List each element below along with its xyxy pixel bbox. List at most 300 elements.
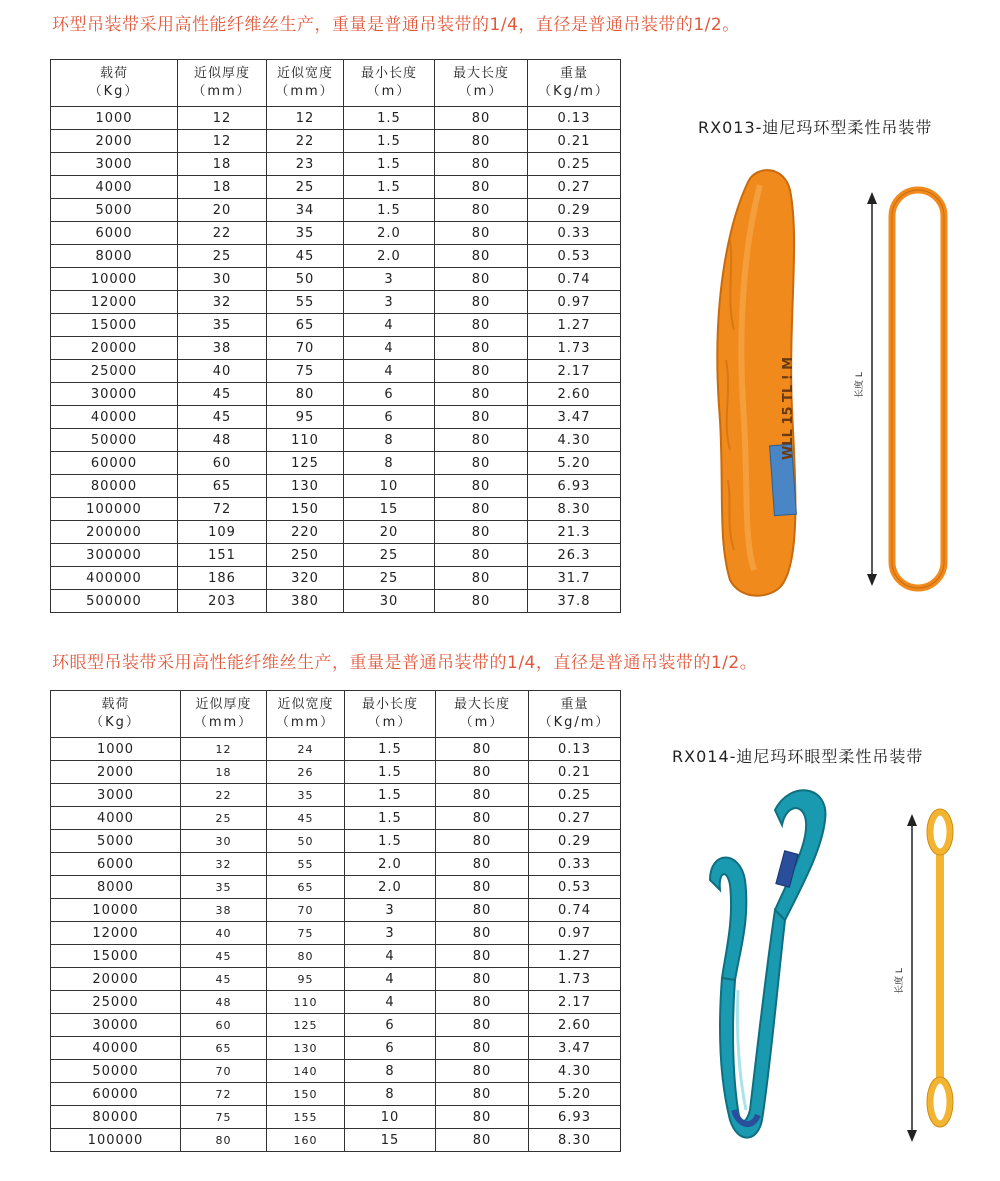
table-cell: 32 bbox=[178, 291, 267, 314]
table-row bbox=[51, 199, 621, 222]
table-cell: 8.30 bbox=[528, 498, 621, 521]
table-cell: 130 bbox=[267, 1037, 345, 1060]
table-cell: 75 bbox=[181, 1106, 267, 1129]
column-header-unit: （m） bbox=[458, 84, 504, 99]
table-cell: 0.27 bbox=[529, 807, 621, 830]
table-cell: 70 bbox=[267, 899, 345, 922]
table-cell: 8000 bbox=[51, 245, 178, 268]
column-header-unit: （Kg/m） bbox=[538, 715, 611, 730]
table-cell: 25000 bbox=[51, 991, 181, 1014]
table-row bbox=[51, 922, 621, 945]
table-header bbox=[51, 60, 621, 107]
table-row bbox=[51, 1037, 621, 1060]
table-cell: 24 bbox=[267, 738, 345, 761]
table-cell: 50 bbox=[267, 268, 344, 291]
table-cell: 18 bbox=[178, 176, 267, 199]
table-cell: 3 bbox=[345, 922, 436, 945]
table-cell: 18 bbox=[181, 761, 267, 784]
table-cell: 130 bbox=[267, 475, 344, 498]
table-cell: 22 bbox=[267, 130, 344, 153]
table-cell: 6 bbox=[344, 383, 435, 406]
table-cell: 10 bbox=[344, 475, 435, 498]
table-cell: 1.27 bbox=[529, 945, 621, 968]
table-cell: 80 bbox=[436, 991, 529, 1014]
column-header-unit: （Kg/m） bbox=[538, 84, 610, 99]
table-cell: 6 bbox=[345, 1014, 436, 1037]
table-cell: 0.21 bbox=[529, 761, 621, 784]
table-cell: 12 bbox=[267, 107, 344, 130]
table-row bbox=[51, 452, 621, 475]
table-cell: 4 bbox=[344, 337, 435, 360]
table-cell: 220 bbox=[267, 521, 344, 544]
eye-sling-illustration bbox=[690, 780, 980, 1150]
table-cell: 1.73 bbox=[528, 337, 621, 360]
table-row bbox=[51, 406, 621, 429]
table-cell: 80 bbox=[436, 922, 529, 945]
table-cell: 5000 bbox=[51, 830, 181, 853]
table-cell: 80 bbox=[267, 383, 344, 406]
table-cell: 80 bbox=[436, 807, 529, 830]
table-cell: 1.73 bbox=[529, 968, 621, 991]
table-row bbox=[51, 107, 621, 130]
table-cell: 20 bbox=[178, 199, 267, 222]
table-cell: 3 bbox=[344, 291, 435, 314]
table-cell: 3.47 bbox=[529, 1037, 621, 1060]
table-row bbox=[51, 383, 621, 406]
table-cell: 4 bbox=[344, 360, 435, 383]
table-cell: 12000 bbox=[51, 291, 178, 314]
table-cell: 31.7 bbox=[528, 567, 621, 590]
table-cell: 80 bbox=[436, 784, 529, 807]
table-row bbox=[51, 761, 621, 784]
table-cell: 200000 bbox=[51, 521, 178, 544]
table-cell: 60 bbox=[181, 1014, 267, 1037]
table-cell: 35 bbox=[267, 222, 344, 245]
table-cell: 2.0 bbox=[344, 222, 435, 245]
table-cell: 2.17 bbox=[528, 360, 621, 383]
table-row bbox=[51, 176, 621, 199]
table-cell: 80 bbox=[435, 452, 528, 475]
table-row bbox=[51, 968, 621, 991]
column-header-unit: （Kg） bbox=[88, 84, 140, 99]
table-cell: 70 bbox=[181, 1060, 267, 1083]
table-cell: 21.3 bbox=[528, 521, 621, 544]
table-cell: 4000 bbox=[51, 176, 178, 199]
table-row bbox=[51, 222, 621, 245]
table-cell: 60 bbox=[178, 452, 267, 475]
table-cell: 160 bbox=[267, 1129, 345, 1152]
table-cell: 80000 bbox=[51, 475, 178, 498]
table-cell: 0.97 bbox=[529, 922, 621, 945]
table-cell: 1.5 bbox=[345, 761, 436, 784]
table-cell: 4 bbox=[345, 945, 436, 968]
table-cell: 80 bbox=[436, 945, 529, 968]
table-cell: 80 bbox=[435, 475, 528, 498]
table-cell: 45 bbox=[178, 383, 267, 406]
table-cell: 155 bbox=[267, 1106, 345, 1129]
column-header bbox=[181, 691, 267, 738]
table-cell: 25 bbox=[344, 567, 435, 590]
table-cell: 0.25 bbox=[528, 153, 621, 176]
table-row bbox=[51, 830, 621, 853]
table-cell: 25 bbox=[181, 807, 267, 830]
column-header-name: 载荷 bbox=[99, 66, 128, 81]
table-cell: 30 bbox=[344, 590, 435, 613]
table-cell: 4 bbox=[345, 991, 436, 1014]
table-row bbox=[51, 544, 621, 567]
column-header-unit: （mm） bbox=[192, 84, 252, 99]
table-cell: 30000 bbox=[51, 1014, 181, 1037]
table-row bbox=[51, 567, 621, 590]
column-header-unit: （m） bbox=[366, 84, 412, 99]
table-cell: 100000 bbox=[51, 498, 178, 521]
column-header bbox=[51, 691, 181, 738]
table-cell: 150 bbox=[267, 498, 344, 521]
column-header bbox=[178, 60, 267, 107]
table-cell: 23 bbox=[267, 153, 344, 176]
table-header bbox=[51, 691, 621, 738]
table-cell: 80 bbox=[435, 567, 528, 590]
header-row bbox=[51, 60, 621, 107]
table-cell: 80 bbox=[436, 830, 529, 853]
table-cell: 2.60 bbox=[528, 383, 621, 406]
table-cell: 186 bbox=[178, 567, 267, 590]
table-cell: 1.27 bbox=[528, 314, 621, 337]
table-cell: 80 bbox=[436, 853, 529, 876]
table-cell: 150 bbox=[267, 1083, 345, 1106]
table-cell: 30 bbox=[181, 830, 267, 853]
table-cell: 22 bbox=[181, 784, 267, 807]
table-cell: 1.5 bbox=[344, 130, 435, 153]
table-cell: 80 bbox=[435, 360, 528, 383]
table-cell: 0.53 bbox=[528, 245, 621, 268]
table-cell: 0.33 bbox=[529, 853, 621, 876]
table-cell: 0.97 bbox=[528, 291, 621, 314]
table-cell: 60000 bbox=[51, 452, 178, 475]
table-cell: 80 bbox=[435, 153, 528, 176]
table-cell: 3 bbox=[344, 268, 435, 291]
table-cell: 55 bbox=[267, 291, 344, 314]
table-cell: 6.93 bbox=[528, 475, 621, 498]
table-cell: 15 bbox=[345, 1129, 436, 1152]
table-cell: 80 bbox=[435, 130, 528, 153]
table-cell: 300000 bbox=[51, 544, 178, 567]
length-label: 长度 L bbox=[855, 372, 865, 398]
table-cell: 15 bbox=[344, 498, 435, 521]
table-body bbox=[51, 107, 621, 613]
table-cell: 48 bbox=[178, 429, 267, 452]
table-cell: 125 bbox=[267, 1014, 345, 1037]
spec-table-rx013 bbox=[50, 59, 621, 613]
table-cell: 320 bbox=[267, 567, 344, 590]
table-cell: 4.30 bbox=[528, 429, 621, 452]
table-cell: 80 bbox=[181, 1129, 267, 1152]
table-cell: 250 bbox=[267, 544, 344, 567]
table-cell: 95 bbox=[267, 968, 345, 991]
table-row bbox=[51, 429, 621, 452]
table-cell: 80 bbox=[436, 968, 529, 991]
table-row bbox=[51, 153, 621, 176]
table-cell: 0.13 bbox=[528, 107, 621, 130]
column-header bbox=[435, 60, 528, 107]
orange-round-sling-image bbox=[717, 170, 796, 596]
table-cell: 80 bbox=[435, 406, 528, 429]
table-cell: 32 bbox=[181, 853, 267, 876]
product-label-rx014: RX014-迪尼玛环眼型柔性吊装带 bbox=[672, 747, 924, 766]
table-cell: 80 bbox=[435, 544, 528, 567]
table-cell: 5000 bbox=[51, 199, 178, 222]
teal-eye-sling-image bbox=[710, 790, 825, 1137]
column-header bbox=[344, 60, 435, 107]
column-header-unit: （mm） bbox=[275, 715, 336, 730]
table-cell: 100000 bbox=[51, 1129, 181, 1152]
table-cell: 70 bbox=[267, 337, 344, 360]
table-row bbox=[51, 945, 621, 968]
table-cell: 80 bbox=[436, 876, 529, 899]
column-header-unit: （mm） bbox=[193, 715, 254, 730]
table-row bbox=[51, 738, 621, 761]
table-cell: 20 bbox=[344, 521, 435, 544]
table-cell: 140 bbox=[267, 1060, 345, 1083]
column-header-name: 近似厚度 bbox=[195, 697, 252, 712]
table-cell: 4 bbox=[345, 968, 436, 991]
table-cell: 30 bbox=[178, 268, 267, 291]
column-header-name: 重量 bbox=[560, 697, 589, 712]
table-cell: 50000 bbox=[51, 1060, 181, 1083]
table-cell: 48 bbox=[181, 991, 267, 1014]
section2-headline: 环眼型吊装带采用高性能纤维丝生产，重量是普通吊装带的1/4，直径是普通吊装带的1/2。 bbox=[52, 653, 758, 673]
table-cell: 45 bbox=[178, 406, 267, 429]
table-cell: 80 bbox=[435, 222, 528, 245]
table-cell: 500000 bbox=[51, 590, 178, 613]
round-sling-diagram bbox=[853, 190, 944, 588]
column-header-name: 载荷 bbox=[101, 697, 130, 712]
table-cell: 80 bbox=[435, 291, 528, 314]
column-header bbox=[267, 60, 344, 107]
table-cell: 12 bbox=[181, 738, 267, 761]
table-cell: 40000 bbox=[51, 406, 178, 429]
table-cell: 1.5 bbox=[345, 738, 436, 761]
table-cell: 20000 bbox=[51, 337, 178, 360]
table-cell: 0.53 bbox=[529, 876, 621, 899]
table-row bbox=[51, 991, 621, 1014]
column-header-unit: （m） bbox=[459, 715, 505, 730]
table-cell: 0.29 bbox=[528, 199, 621, 222]
table-cell: 125 bbox=[267, 452, 344, 475]
table-cell: 20000 bbox=[51, 968, 181, 991]
table-cell: 1.5 bbox=[344, 176, 435, 199]
table-cell: 37.8 bbox=[528, 590, 621, 613]
table-row bbox=[51, 590, 621, 613]
column-header-unit: （Kg） bbox=[90, 715, 141, 730]
column-header-name: 最大长度 bbox=[453, 697, 510, 712]
table-cell: 3.47 bbox=[528, 406, 621, 429]
table-cell: 50 bbox=[267, 830, 345, 853]
table-row bbox=[51, 899, 621, 922]
table-cell: 5.20 bbox=[529, 1083, 621, 1106]
table-cell: 35 bbox=[178, 314, 267, 337]
table-cell: 35 bbox=[181, 876, 267, 899]
table-cell: 2.0 bbox=[344, 245, 435, 268]
table-cell: 80 bbox=[436, 1083, 529, 1106]
table-cell: 40 bbox=[178, 360, 267, 383]
table-cell: 65 bbox=[178, 475, 267, 498]
table-cell: 45 bbox=[181, 968, 267, 991]
table-cell: 38 bbox=[178, 337, 267, 360]
table-cell: 8 bbox=[345, 1083, 436, 1106]
table-cell: 0.13 bbox=[529, 738, 621, 761]
table-cell: 203 bbox=[178, 590, 267, 613]
table-cell: 2.60 bbox=[529, 1014, 621, 1037]
table-row bbox=[51, 1014, 621, 1037]
table-cell: 8.30 bbox=[529, 1129, 621, 1152]
table-cell: 80 bbox=[435, 314, 528, 337]
table-cell: 45 bbox=[267, 245, 344, 268]
table-cell: 80 bbox=[436, 1060, 529, 1083]
spec-table-rx014 bbox=[50, 690, 621, 1152]
table-cell: 80 bbox=[435, 521, 528, 544]
table-cell: 72 bbox=[181, 1083, 267, 1106]
table-row bbox=[51, 337, 621, 360]
column-header bbox=[51, 60, 178, 107]
column-header-unit: （m） bbox=[367, 715, 413, 730]
table-cell: 80 bbox=[267, 945, 345, 968]
table-cell: 2.0 bbox=[345, 876, 436, 899]
table-cell: 65 bbox=[267, 314, 344, 337]
table-cell: 80 bbox=[435, 498, 528, 521]
table-row bbox=[51, 475, 621, 498]
table-cell: 1.5 bbox=[345, 830, 436, 853]
column-header-unit: （mm） bbox=[275, 84, 335, 99]
table-cell: 6000 bbox=[51, 222, 178, 245]
table-cell: 80 bbox=[435, 383, 528, 406]
table-row bbox=[51, 314, 621, 337]
table-cell: 2.0 bbox=[345, 853, 436, 876]
table-cell: 1.5 bbox=[344, 153, 435, 176]
table-row bbox=[51, 1106, 621, 1129]
column-header bbox=[529, 691, 621, 738]
round-sling-illustration bbox=[700, 160, 960, 610]
table-cell: 6000 bbox=[51, 853, 181, 876]
table-cell: 12 bbox=[178, 107, 267, 130]
table-row bbox=[51, 268, 621, 291]
table-cell: 26.3 bbox=[528, 544, 621, 567]
table-cell: 25 bbox=[178, 245, 267, 268]
table-cell: 12 bbox=[178, 130, 267, 153]
column-header bbox=[436, 691, 529, 738]
table-cell: 8 bbox=[344, 429, 435, 452]
table-cell: 80 bbox=[435, 337, 528, 360]
table-cell: 65 bbox=[181, 1037, 267, 1060]
table-cell: 80 bbox=[435, 268, 528, 291]
table-cell: 30000 bbox=[51, 383, 178, 406]
product-label-rx013: RX013-迪尼玛环型柔性吊装带 bbox=[698, 118, 933, 137]
table-cell: 45 bbox=[267, 807, 345, 830]
table-cell: 38 bbox=[181, 899, 267, 922]
table-row bbox=[51, 1060, 621, 1083]
table-cell: 80 bbox=[436, 761, 529, 784]
table-cell: 75 bbox=[267, 922, 345, 945]
table-cell: 25000 bbox=[51, 360, 178, 383]
table-cell: 65 bbox=[267, 876, 345, 899]
table-cell: 80 bbox=[435, 107, 528, 130]
column-header-name: 重量 bbox=[559, 66, 588, 81]
column-header-name: 近似厚度 bbox=[193, 66, 250, 81]
table-cell: 25 bbox=[344, 544, 435, 567]
table-cell: 0.74 bbox=[528, 268, 621, 291]
table-cell: 80 bbox=[436, 738, 529, 761]
table-cell: 1000 bbox=[51, 107, 178, 130]
column-header-name: 最小长度 bbox=[361, 697, 418, 712]
table-cell: 25 bbox=[267, 176, 344, 199]
column-header-name: 最小长度 bbox=[360, 66, 417, 81]
table-cell: 95 bbox=[267, 406, 344, 429]
table-cell: 1.5 bbox=[344, 199, 435, 222]
table-cell: 45 bbox=[181, 945, 267, 968]
column-header bbox=[267, 691, 345, 738]
eye-sling-diagram bbox=[893, 809, 953, 1142]
table-cell: 2000 bbox=[51, 130, 178, 153]
table-cell: 3000 bbox=[51, 153, 178, 176]
table-cell: 40000 bbox=[51, 1037, 181, 1060]
column-header-name: 近似宽度 bbox=[277, 697, 334, 712]
column-header-name: 最大长度 bbox=[452, 66, 509, 81]
table-cell: 80 bbox=[435, 590, 528, 613]
table-cell: 10 bbox=[345, 1106, 436, 1129]
table-cell: 380 bbox=[267, 590, 344, 613]
table-cell: 80 bbox=[436, 1129, 529, 1152]
table-cell: 2000 bbox=[51, 761, 181, 784]
table-cell: 1.5 bbox=[345, 784, 436, 807]
table-cell: 8 bbox=[345, 1060, 436, 1083]
table-cell: 34 bbox=[267, 199, 344, 222]
table-cell: 40 bbox=[181, 922, 267, 945]
table-row bbox=[51, 360, 621, 383]
table-cell: 0.27 bbox=[528, 176, 621, 199]
table-cell: 50000 bbox=[51, 429, 178, 452]
table-cell: 1.5 bbox=[345, 807, 436, 830]
table-cell: 80 bbox=[436, 1014, 529, 1037]
table-cell: 8 bbox=[344, 452, 435, 475]
table-cell: 18 bbox=[178, 153, 267, 176]
table-cell: 80 bbox=[435, 429, 528, 452]
table-cell: 0.33 bbox=[528, 222, 621, 245]
column-header bbox=[345, 691, 436, 738]
table-cell: 6 bbox=[344, 406, 435, 429]
column-header-name: 近似宽度 bbox=[276, 66, 333, 81]
table-cell: 109 bbox=[178, 521, 267, 544]
table-cell: 80 bbox=[435, 199, 528, 222]
table-cell: 80 bbox=[436, 1106, 529, 1129]
table-cell: 110 bbox=[267, 991, 345, 1014]
table-row bbox=[51, 245, 621, 268]
table-cell: 80 bbox=[436, 1037, 529, 1060]
sling-printed-text: WLL 15 TL ! M bbox=[781, 356, 796, 460]
table-cell: 0.21 bbox=[528, 130, 621, 153]
table-cell: 400000 bbox=[51, 567, 178, 590]
table-row bbox=[51, 498, 621, 521]
table-row bbox=[51, 130, 621, 153]
table-cell: 151 bbox=[178, 544, 267, 567]
table-row bbox=[51, 291, 621, 314]
table-cell: 110 bbox=[267, 429, 344, 452]
table-cell: 72 bbox=[178, 498, 267, 521]
table-cell: 5.20 bbox=[528, 452, 621, 475]
table-row bbox=[51, 1129, 621, 1152]
table-cell: 10000 bbox=[51, 899, 181, 922]
table-row bbox=[51, 807, 621, 830]
table-cell: 60000 bbox=[51, 1083, 181, 1106]
